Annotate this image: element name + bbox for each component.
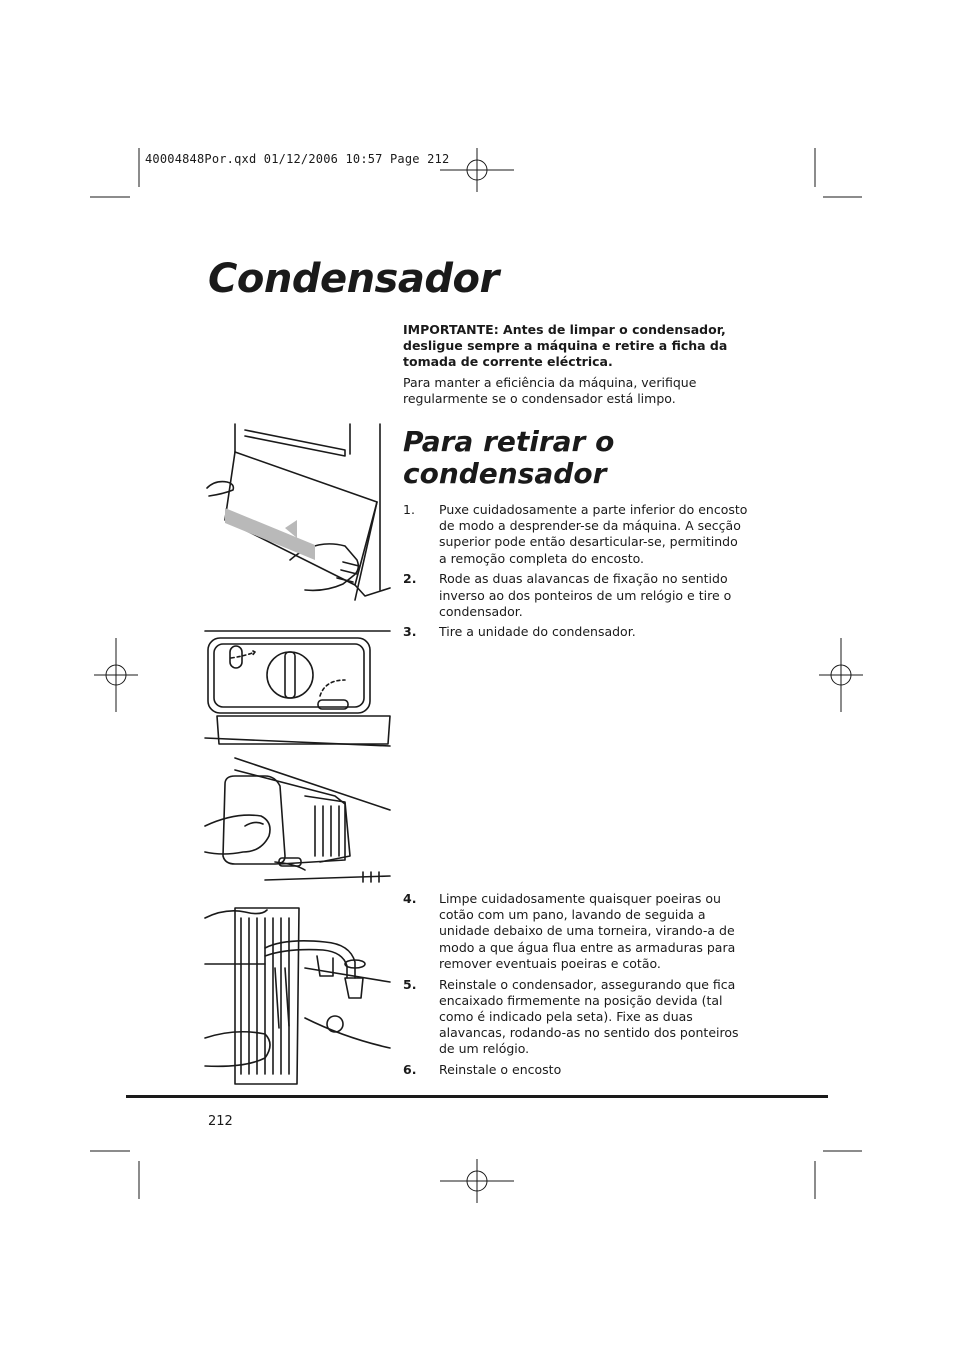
step-number: 3.: [403, 624, 417, 640]
step-number: 4.: [403, 891, 417, 906]
step-item: [403, 502, 748, 567]
important-notice: IMPORTANTE: Antes de limpar o condensador, desligue sempre a máquina e retire a ficha da tomada de corrente eléctrica.: [403, 322, 728, 369]
registration-mark-left: [94, 638, 138, 712]
footer-rule: [126, 1095, 828, 1098]
step-text: Reinstale o encosto: [439, 1062, 562, 1078]
steps-list-2: [403, 891, 748, 1083]
pulling-condenser-illustration: [205, 756, 390, 888]
registration-mark-right: [819, 638, 863, 712]
step-text: Reinstale o condensador, assegurando que fica encaixado firmemente na posição devida (tal como é indicado pela seta). Fixe as duas alavancas, rodando-as no sentido dos ponteiros de um relógio.: [439, 976, 739, 1057]
intro-block: [403, 322, 748, 412]
page-title: Condensador: [208, 256, 499, 302]
section-title: Para retirar o condensador: [403, 425, 615, 490]
page-number: 212: [208, 1114, 233, 1129]
steps-list-1: [403, 502, 748, 645]
step-item: [403, 624, 748, 640]
file-slug: 40004848Por.qxd 01/12/2006 10:57 Page 212: [145, 152, 450, 166]
maintenance-note: Para manter a eficiência da máquina, verifique regularmente se o condensador está limpo.: [403, 375, 697, 406]
step-number: 2.: [403, 571, 417, 587]
registration-mark-bottom: [440, 1159, 514, 1203]
step-number: 6.: [403, 1062, 417, 1078]
step-number: 1.: [403, 502, 415, 517]
step-item: [403, 891, 748, 972]
step-item: [403, 1062, 748, 1078]
step-text: Tire a unidade do condensador.: [439, 624, 636, 640]
step-text: Limpe cuidadosamente quaisquer poeiras ou cotão com um pano, lavando de seguida a unidade debaixo de uma torneira, virando-a de modo a que água flua entre as armaduras para remover eventuais poeiras e cotão.: [439, 891, 736, 971]
step-item: [403, 571, 748, 620]
step-text: Puxe cuidadosamente a parte inferior do encosto de modo a desprender-se da máquina. A secção superior pode então desarticular-se, permitindo a remoção completa do encosto.: [439, 502, 748, 566]
step-item: [403, 977, 748, 1058]
registration-mark-top: [440, 148, 514, 192]
step-number: 5.: [403, 976, 417, 992]
removing-rear-panel-illustration: [205, 420, 390, 595]
rinsing-condenser-illustration: [205, 898, 390, 1086]
step-text: Rode as duas alavancas de fixação no sentido inverso ao dos ponteiros de um relógio e tire o condensador.: [439, 571, 732, 619]
rotating-levers-illustration: [205, 628, 390, 746]
